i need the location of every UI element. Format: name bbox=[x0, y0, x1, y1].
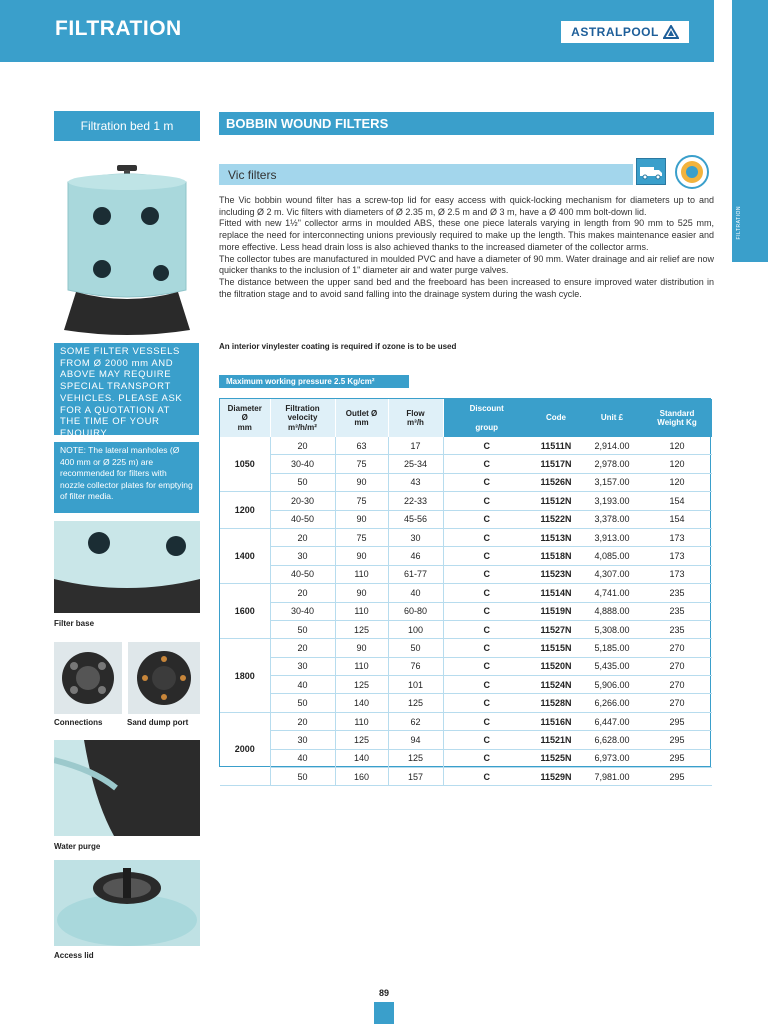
connections-image bbox=[54, 642, 122, 714]
outlet-cell: 125 bbox=[335, 731, 388, 749]
discount-cell: C bbox=[443, 657, 530, 675]
col-weight-header: Standard Weight Kg bbox=[642, 399, 712, 437]
weight-cell: 270 bbox=[642, 657, 712, 675]
discount-cell: C bbox=[443, 731, 530, 749]
table-row bbox=[220, 712, 712, 730]
code-cell: 11516N bbox=[530, 712, 582, 730]
outlet-cell: 90 bbox=[335, 473, 388, 491]
col-unit-header: Unit £ bbox=[582, 399, 642, 437]
code-cell: 11527N bbox=[530, 620, 582, 638]
col-outlet-header: Outlet Ø mm bbox=[335, 399, 388, 437]
unit-price-cell: 3,193.00 bbox=[582, 492, 642, 510]
discount-cell: C bbox=[443, 768, 530, 786]
page-title: FILTRATION bbox=[55, 17, 182, 40]
table-row bbox=[220, 620, 712, 638]
unit-price-cell: 4,085.00 bbox=[582, 547, 642, 565]
table-row bbox=[220, 584, 712, 602]
outlet-cell: 75 bbox=[335, 528, 388, 546]
code-cell: 11526N bbox=[530, 473, 582, 491]
outlet-cell: 125 bbox=[335, 620, 388, 638]
outlet-cell: 75 bbox=[335, 492, 388, 510]
velocity-cell: 20 bbox=[270, 712, 335, 730]
discount-cell: C bbox=[443, 473, 530, 491]
discount-cell: C bbox=[443, 639, 530, 657]
flow-cell: 125 bbox=[388, 749, 443, 767]
description-paragraph: The Vic bobbin wound filter has a screw-top lid for easy access with quick-locking mechanism for diameters up to and including Ø 2 m. Vic filters with diameters of Ø 2.35 m, Ø 2.5 m and Ø 3 m, have a Ø 400 mm bolt-down lid. bbox=[219, 195, 714, 217]
flow-cell: 157 bbox=[388, 768, 443, 786]
code-cell: 11517N bbox=[530, 455, 582, 473]
code-cell: 11529N bbox=[530, 768, 582, 786]
discount-cell: C bbox=[443, 528, 530, 546]
col-code-header: Code bbox=[530, 399, 582, 437]
unit-price-cell: 6,266.00 bbox=[582, 694, 642, 712]
velocity-cell: 40-50 bbox=[270, 565, 335, 583]
diameter-cell: 1600 bbox=[220, 584, 270, 639]
outlet-cell: 110 bbox=[335, 565, 388, 583]
velocity-cell: 50 bbox=[270, 620, 335, 638]
discount-cell: C bbox=[443, 437, 530, 455]
table-row bbox=[220, 528, 712, 546]
velocity-cell: 40 bbox=[270, 676, 335, 694]
table-row bbox=[220, 694, 712, 712]
velocity-cell: 30-40 bbox=[270, 602, 335, 620]
discount-cell: C bbox=[443, 547, 530, 565]
table-row bbox=[220, 602, 712, 620]
weight-cell: 120 bbox=[642, 473, 712, 491]
unit-price-cell: 6,628.00 bbox=[582, 731, 642, 749]
table-row bbox=[220, 547, 712, 565]
flow-cell: 30 bbox=[388, 528, 443, 546]
table-header-row bbox=[220, 399, 712, 437]
weight-cell: 120 bbox=[642, 455, 712, 473]
discount-cell: C bbox=[443, 565, 530, 583]
page-number: 89 bbox=[378, 988, 389, 998]
table-row bbox=[220, 455, 712, 473]
section-title: BOBBIN WOUND FILTERS bbox=[219, 112, 714, 135]
table-row bbox=[220, 657, 712, 675]
weight-cell: 235 bbox=[642, 602, 712, 620]
filter-base-image bbox=[54, 521, 200, 613]
flow-cell: 43 bbox=[388, 473, 443, 491]
flow-cell: 46 bbox=[388, 547, 443, 565]
sand-dump-port-caption: Sand dump port bbox=[127, 718, 189, 727]
flow-cell: 125 bbox=[388, 694, 443, 712]
unit-price-cell: 3,913.00 bbox=[582, 528, 642, 546]
velocity-cell: 30-40 bbox=[270, 455, 335, 473]
unit-price-cell: 3,378.00 bbox=[582, 510, 642, 528]
outlet-cell: 140 bbox=[335, 749, 388, 767]
water-purge-image bbox=[54, 740, 200, 836]
discount-cell: C bbox=[443, 694, 530, 712]
code-cell: 11525N bbox=[530, 749, 582, 767]
unit-price-cell: 6,973.00 bbox=[582, 749, 642, 767]
table-row bbox=[220, 492, 712, 510]
manhole-note: NOTE: The lateral manholes (Ø 400 mm or Ø 225 m) are recommended for filters with nozzle collector plates for emptying of filter media. bbox=[54, 442, 199, 513]
discount-cell: C bbox=[443, 455, 530, 473]
discount-cell: C bbox=[443, 620, 530, 638]
page-number-tab bbox=[374, 1002, 394, 1024]
side-tab-label: FILTRATION bbox=[736, 206, 742, 240]
weight-cell: 295 bbox=[642, 731, 712, 749]
weight-cell: 270 bbox=[642, 676, 712, 694]
unit-price-cell: 2,914.00 bbox=[582, 437, 642, 455]
flow-cell: 22-33 bbox=[388, 492, 443, 510]
connections-caption: Connections bbox=[54, 718, 103, 727]
weight-cell: 120 bbox=[642, 437, 712, 455]
velocity-cell: 30 bbox=[270, 547, 335, 565]
unit-price-cell: 5,906.00 bbox=[582, 676, 642, 694]
product-description bbox=[219, 195, 714, 300]
diameter-cell: 1200 bbox=[220, 492, 270, 529]
code-cell: 11515N bbox=[530, 639, 582, 657]
outlet-cell: 90 bbox=[335, 510, 388, 528]
brand-logo bbox=[561, 21, 689, 43]
velocity-cell: 30 bbox=[270, 731, 335, 749]
discount-cell: C bbox=[443, 712, 530, 730]
flow-cell: 25-34 bbox=[388, 455, 443, 473]
table-row bbox=[220, 565, 712, 583]
flow-cell: 17 bbox=[388, 437, 443, 455]
discount-cell: C bbox=[443, 676, 530, 694]
table-row bbox=[220, 437, 712, 455]
weight-cell: 295 bbox=[642, 712, 712, 730]
velocity-cell: 50 bbox=[270, 694, 335, 712]
outlet-cell: 125 bbox=[335, 676, 388, 694]
unit-price-cell: 5,435.00 bbox=[582, 657, 642, 675]
velocity-cell: 30 bbox=[270, 657, 335, 675]
col-flow-header: Flow m³/h bbox=[388, 399, 443, 437]
flow-cell: 62 bbox=[388, 712, 443, 730]
sand-dump-port-image bbox=[128, 642, 200, 714]
velocity-cell: 20 bbox=[270, 437, 335, 455]
velocity-cell: 20 bbox=[270, 639, 335, 657]
unit-price-cell: 5,185.00 bbox=[582, 639, 642, 657]
velocity-cell: 40 bbox=[270, 749, 335, 767]
unit-price-cell: 3,157.00 bbox=[582, 473, 642, 491]
col-velocity-header: Filtration velocity m³/h/m² bbox=[270, 399, 335, 437]
outlet-cell: 75 bbox=[335, 455, 388, 473]
filtration-bed-label: Filtration bed 1 m bbox=[54, 111, 200, 141]
flow-cell: 50 bbox=[388, 639, 443, 657]
outlet-cell: 110 bbox=[335, 602, 388, 620]
diameter-cell: 1800 bbox=[220, 639, 270, 713]
weight-cell: 173 bbox=[642, 547, 712, 565]
code-cell: 11524N bbox=[530, 676, 582, 694]
table-row bbox=[220, 510, 712, 528]
flow-cell: 40 bbox=[388, 584, 443, 602]
weight-cell: 173 bbox=[642, 565, 712, 583]
flow-cell: 94 bbox=[388, 731, 443, 749]
quality-seal-icon bbox=[673, 155, 711, 189]
pressure-label: Maximum working pressure 2.5 Kg/cm² bbox=[219, 375, 409, 388]
diameter-cell: 1050 bbox=[220, 437, 270, 492]
code-cell: 11519N bbox=[530, 602, 582, 620]
unit-price-cell: 4,888.00 bbox=[582, 602, 642, 620]
filter-vessel-image bbox=[54, 162, 200, 338]
code-cell: 11512N bbox=[530, 492, 582, 510]
access-lid-image bbox=[54, 860, 200, 946]
outlet-cell: 90 bbox=[335, 547, 388, 565]
velocity-cell: 50 bbox=[270, 768, 335, 786]
code-cell: 11521N bbox=[530, 731, 582, 749]
code-cell: 11514N bbox=[530, 584, 582, 602]
outlet-cell: 110 bbox=[335, 712, 388, 730]
weight-cell: 154 bbox=[642, 492, 712, 510]
discount-cell: C bbox=[443, 749, 530, 767]
velocity-cell: 50 bbox=[270, 473, 335, 491]
outlet-cell: 90 bbox=[335, 639, 388, 657]
velocity-cell: 20-30 bbox=[270, 492, 335, 510]
unit-price-cell: 7,981.00 bbox=[582, 768, 642, 786]
truck-icon bbox=[636, 158, 666, 185]
diameter-cell: 1400 bbox=[220, 528, 270, 583]
code-cell: 11523N bbox=[530, 565, 582, 583]
flow-cell: 61-77 bbox=[388, 565, 443, 583]
ozone-note: An interior vinylester coating is required if ozone is to be used bbox=[219, 342, 457, 351]
table-row bbox=[220, 768, 712, 786]
unit-price-cell: 4,741.00 bbox=[582, 584, 642, 602]
code-cell: 11528N bbox=[530, 694, 582, 712]
unit-price-cell: 6,447.00 bbox=[582, 712, 642, 730]
outlet-cell: 63 bbox=[335, 437, 388, 455]
table-row bbox=[220, 749, 712, 767]
flow-cell: 100 bbox=[388, 620, 443, 638]
code-cell: 11518N bbox=[530, 547, 582, 565]
subsection-title: Vic filters bbox=[219, 164, 633, 185]
flow-cell: 101 bbox=[388, 676, 443, 694]
flow-cell: 76 bbox=[388, 657, 443, 675]
weight-cell: 270 bbox=[642, 694, 712, 712]
description-paragraph: The collector tubes are manufactured in moulded PVC and have a diameter of 90 mm. Water drainage and air relief are now quicker thanks to the inclusion of 1" diameter air and water purge valves. bbox=[219, 253, 714, 276]
code-cell: 11511N bbox=[530, 437, 582, 455]
weight-cell: 295 bbox=[642, 749, 712, 767]
code-cell: 11520N bbox=[530, 657, 582, 675]
access-lid-caption: Access lid bbox=[54, 951, 94, 960]
transport-warning-note: SOME FILTER VESSELS FROM Ø 2000 mm AND ABOVE MAY REQUIRE SPECIAL TRANSPORT VEHICLES. PLEASE ASK FOR A QUOTATION AT THE TIME OF YOUR ENQUIRY. bbox=[54, 343, 199, 435]
discount-cell: C bbox=[443, 510, 530, 528]
table-body bbox=[220, 437, 712, 786]
weight-cell: 270 bbox=[642, 639, 712, 657]
logo-text: ASTRALPOOL bbox=[571, 25, 659, 39]
table-row bbox=[220, 731, 712, 749]
outlet-cell: 140 bbox=[335, 694, 388, 712]
outlet-cell: 90 bbox=[335, 584, 388, 602]
col-discount-header: Discount group bbox=[443, 399, 530, 437]
unit-price-cell: 5,308.00 bbox=[582, 620, 642, 638]
weight-cell: 235 bbox=[642, 584, 712, 602]
weight-cell: 295 bbox=[642, 768, 712, 786]
code-cell: 11513N bbox=[530, 528, 582, 546]
velocity-cell: 40-50 bbox=[270, 510, 335, 528]
velocity-cell: 20 bbox=[270, 584, 335, 602]
table-row bbox=[220, 473, 712, 491]
weight-cell: 154 bbox=[642, 510, 712, 528]
outlet-cell: 160 bbox=[335, 768, 388, 786]
discount-cell: C bbox=[443, 602, 530, 620]
table-row bbox=[220, 676, 712, 694]
discount-cell: C bbox=[443, 492, 530, 510]
col-diameter-header: Diameter Ø mm bbox=[220, 399, 270, 437]
unit-price-cell: 4,307.00 bbox=[582, 565, 642, 583]
description-paragraph: Fitted with new 1½" collector arms in moulded ABS, these one piece laterals varying in length from 90 mm to 525 mm, replace the need for interconnecting unions previously required to make up the length. This makes maintenance easier and more effective. Less head drain loss is also achieved thanks to the increased diameter of the collector arms. bbox=[219, 218, 714, 252]
filter-base-caption: Filter base bbox=[54, 619, 95, 628]
table-row bbox=[220, 639, 712, 657]
flow-cell: 45-56 bbox=[388, 510, 443, 528]
velocity-cell: 20 bbox=[270, 528, 335, 546]
flow-cell: 60-80 bbox=[388, 602, 443, 620]
logo-mark-icon bbox=[663, 25, 679, 39]
weight-cell: 235 bbox=[642, 620, 712, 638]
outlet-cell: 110 bbox=[335, 657, 388, 675]
product-table bbox=[219, 398, 711, 782]
code-cell: 11522N bbox=[530, 510, 582, 528]
water-purge-caption: Water purge bbox=[54, 842, 101, 851]
description-paragraph: The distance between the upper sand bed and the freeboard has been increased to ensure improved water distribution in the filtration stage and to avoid sand falling into the drainage system during the wash cycle. bbox=[219, 276, 714, 299]
weight-cell: 173 bbox=[642, 528, 712, 546]
unit-price-cell: 2,978.00 bbox=[582, 455, 642, 473]
page-header bbox=[0, 0, 714, 62]
diameter-cell: 2000 bbox=[220, 712, 270, 786]
discount-cell: C bbox=[443, 584, 530, 602]
